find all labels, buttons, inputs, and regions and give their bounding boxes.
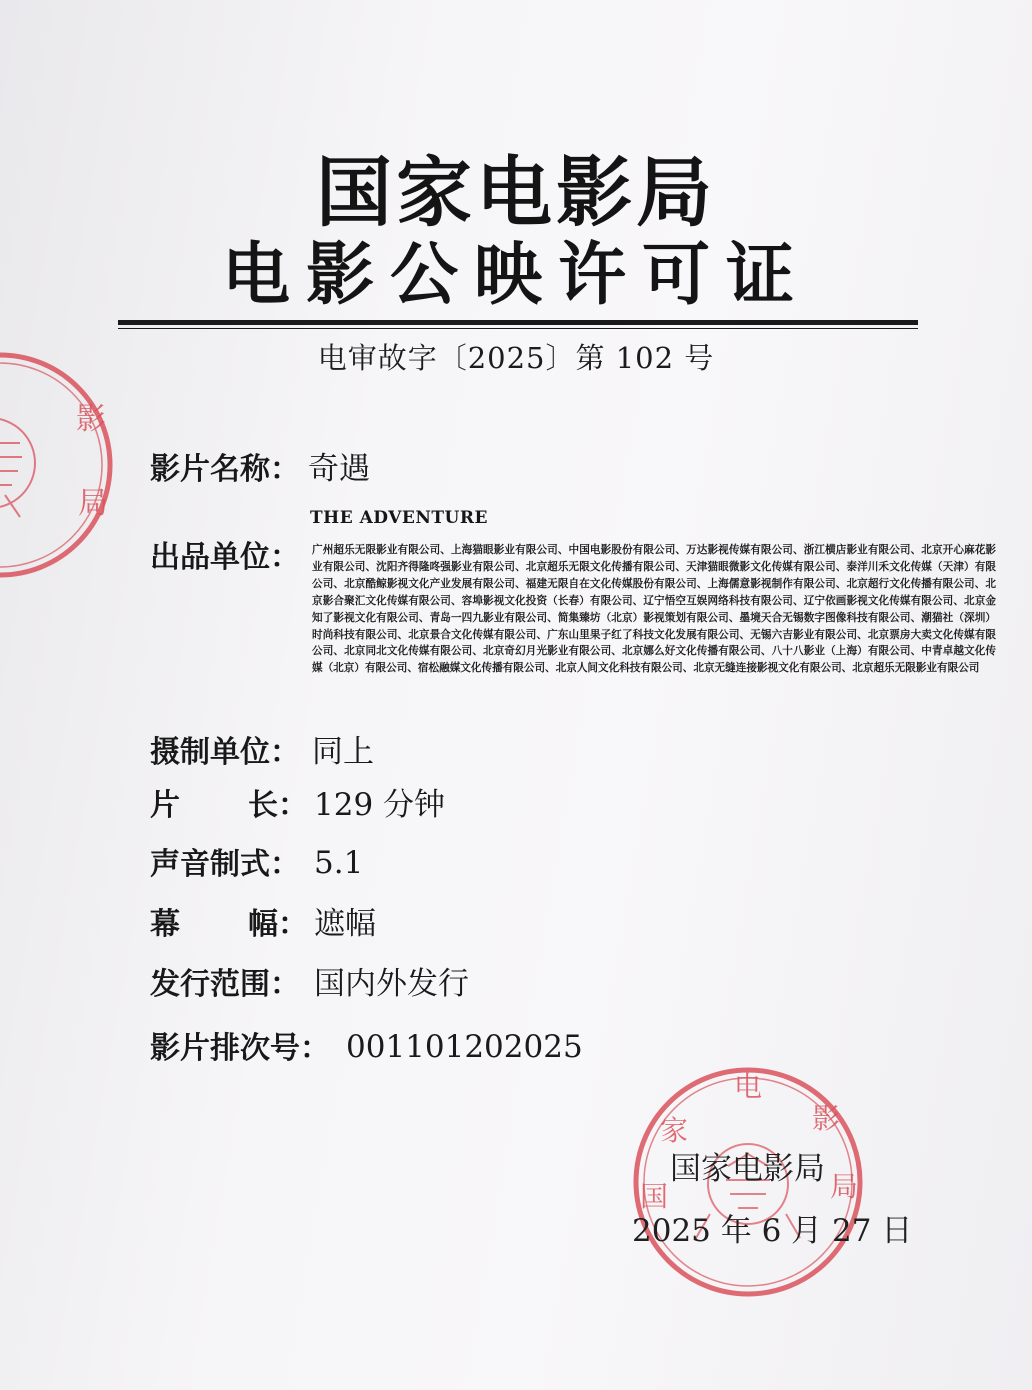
film-name-value: 奇遇 bbox=[308, 451, 370, 487]
left-seal-char-2: 局 bbox=[78, 486, 108, 521]
issue-date: 2025 年 6 月 27 日 bbox=[632, 1213, 913, 1249]
seal-char-3: 局 bbox=[830, 1170, 859, 1203]
film-name-label: 影片名称： bbox=[150, 452, 300, 487]
screen-label-b: 幅： bbox=[248, 907, 308, 942]
seal-char-1: 电 bbox=[734, 1070, 763, 1103]
title-rule-thin bbox=[118, 328, 918, 329]
screen-value: 遮幅 bbox=[314, 906, 376, 942]
length-label-a: 片 bbox=[150, 788, 180, 823]
left-seal bbox=[0, 345, 120, 585]
title-rule-thick bbox=[118, 320, 918, 325]
document-number: 电审故字〔2025〕第 102 号 bbox=[317, 341, 715, 375]
serial-label: 影片排次号： bbox=[150, 1031, 330, 1066]
length-value: 129 分钟 bbox=[314, 787, 446, 823]
left-seal-char-1: 影 bbox=[76, 402, 106, 437]
seal-char-2: 影 bbox=[812, 1102, 841, 1135]
serial-value: 001101202025 bbox=[346, 1029, 583, 1065]
issuer-name: 国家电影局 bbox=[670, 1151, 825, 1187]
production-value: 同上 bbox=[312, 734, 374, 770]
production-label: 摄制单位： bbox=[150, 735, 300, 770]
length-label-b: 长： bbox=[248, 788, 308, 823]
sound-value: 5.1 bbox=[314, 845, 364, 881]
sound-label: 声音制式： bbox=[150, 847, 300, 882]
seal-char-5: 国 bbox=[640, 1180, 669, 1213]
producers-label: 出品单位： bbox=[150, 540, 300, 575]
film-english-title: THE ADVENTURE bbox=[310, 508, 488, 528]
certificate-title: 电影公映许可证 bbox=[221, 236, 810, 315]
distribution-value: 国内外发行 bbox=[314, 966, 469, 1002]
screen-label-a: 幕 bbox=[150, 907, 180, 942]
seal-char-4: 家 bbox=[660, 1114, 689, 1147]
page-title: 国家电影局 bbox=[316, 148, 716, 237]
producers-list: 广州超乐无限影业有限公司、上海猫眼影业有限公司、中国电影股份有限公司、万达影视传媒有限公司、浙江横店影业有限公司、北京开心麻花影业有限公司、沈阳齐得隆咚强影业有限公司、北京超乐无限文化传播有限公司、天津猫眼微影文化传媒有限公司、泰洋川禾文化传媒（天津）有限公司、北京酷鲸影视文化产业发展有限公司、福建无限自在文化传媒股份有限公司、上海儒意影视制作有限公司、北京超行文化传播有限公司、北京影合聚汇文化传媒有限公司、容埠影视文化投资（长春）有限公司、辽宁悟空互娱网络科技有限公司、辽宁依画影视文化传媒有限公司、北京金知了影视文化有限公司、青岛一四九影业有限公司、简集臻坊（北京）影视策划有限公司、墨境天合无锡数字图像科技有限公司、潮猫社（深圳）时尚科技有限公司、北京景合文化传媒有限公司、广东山里果子红了科技文化发展有限公司、无锡六吉影业有限公司、北京票房大卖文化传媒有限公司、北京同北文化传媒有限公司、北京奇幻月光影业有限公司、北京娜么好文化传播有限公司、八十八影业（上海）有限公司、中青卓越文化传媒（北京）有限公司、宿松融媒文化传播有限公司、北京人间文化科技有限公司、北京无缝连接影视文化有限公司、北京超乐无限影业有限公司 bbox=[312, 544, 996, 675]
distribution-label: 发行范围： bbox=[150, 967, 300, 1002]
